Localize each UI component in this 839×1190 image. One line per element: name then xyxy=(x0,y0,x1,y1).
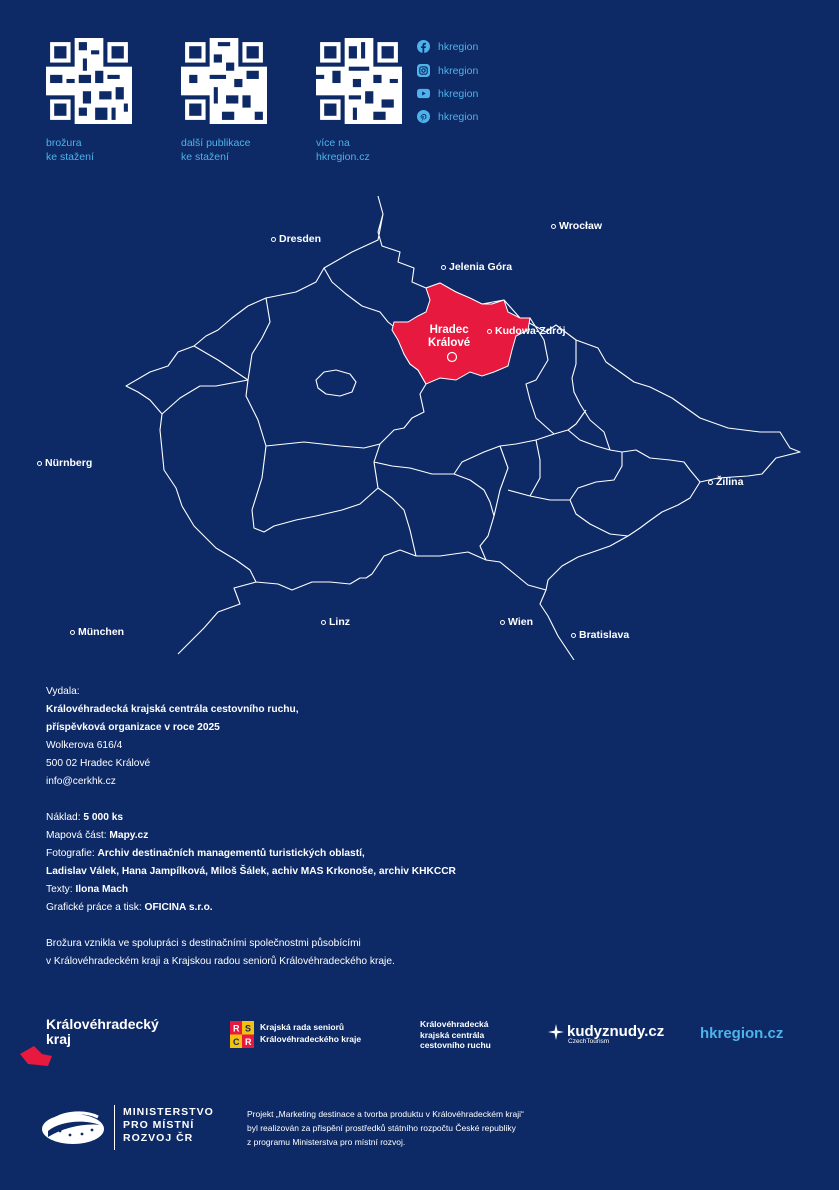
logo-text: kudyznudy.cz xyxy=(567,1023,665,1040)
city-name: Žilina xyxy=(716,476,744,488)
qr-caption[interactable] xyxy=(181,137,250,164)
city-label xyxy=(70,626,124,638)
city-dot-icon xyxy=(500,620,505,625)
kraj-arrow-icon xyxy=(18,1046,54,1066)
khkccr-logo xyxy=(420,1019,491,1051)
city-dot-icon xyxy=(571,633,576,638)
region-capital-label xyxy=(428,324,470,349)
logo-subtext: CzechTourism xyxy=(568,1038,610,1045)
imprint-label: Mapová část: xyxy=(46,830,110,841)
social-link-facebook[interactable] xyxy=(417,40,478,53)
capital-line: Králové xyxy=(428,336,471,349)
imprint-value: Archiv destinačních managementů turistických oblastí, xyxy=(97,848,365,859)
city-dot-icon xyxy=(321,620,326,625)
imprint-label: Fotografie: xyxy=(46,848,98,859)
rscr-letter: C xyxy=(233,1037,240,1047)
city-label xyxy=(37,457,92,469)
city-label xyxy=(441,261,512,273)
prague-outline xyxy=(316,370,356,396)
project-note xyxy=(247,1107,524,1149)
email-link[interactable]: info@cerkhk.cz xyxy=(46,776,116,787)
rscr-logo-text xyxy=(260,1021,361,1045)
youtube-icon xyxy=(417,87,430,100)
imprint-value: Ladislav Válek, Hana Jampílková, Miloš Šálek, achiv MAS Krkonoše, archiv KHKCCR xyxy=(46,866,456,877)
city-name: Jelenia Góra xyxy=(449,261,513,273)
city-name: Wien xyxy=(508,616,533,628)
pinterest-icon xyxy=(417,110,430,123)
caption-line: brožura xyxy=(46,137,82,149)
city-dot-icon xyxy=(271,237,276,242)
imprint-value: 5 000 ks xyxy=(83,812,124,823)
imprint-label: Vydala: xyxy=(46,686,80,697)
logo-text: Královéhradecká xyxy=(420,1019,489,1029)
city-label xyxy=(551,220,602,232)
imprint-label: Grafické práce a tisk: xyxy=(46,902,145,913)
logo-text: MINISTERSTVO xyxy=(123,1106,214,1118)
city-name: München xyxy=(78,626,125,638)
logo-text: krajská centrála xyxy=(420,1029,485,1040)
city-name: Linz xyxy=(329,616,350,628)
project-line: Projekt „Marketing destinace a tvorba produktu v Královéhradeckém kraji“ xyxy=(247,1109,524,1119)
logo-text: PRO MÍSTNÍ xyxy=(123,1119,195,1131)
facebook-icon xyxy=(417,40,430,53)
qr-caption[interactable] xyxy=(316,137,370,164)
caption-line: více na xyxy=(316,137,350,149)
city-dot-icon xyxy=(70,630,75,635)
sparkle-icon xyxy=(548,1024,564,1040)
social-link-pinterest[interactable] xyxy=(417,110,478,123)
rscr-letter: R xyxy=(233,1023,240,1034)
city-label xyxy=(321,616,350,628)
ministry-logo-text xyxy=(123,1106,214,1145)
mmr-emblem-icon xyxy=(40,1107,106,1147)
rscr-logo-icon xyxy=(230,1021,254,1048)
city-dot-icon xyxy=(708,480,713,485)
city-label xyxy=(708,476,743,488)
instagram-icon xyxy=(417,64,430,77)
project-line: byl realizován za přispění prostředků státního rozpočtu České republiky xyxy=(247,1123,516,1133)
social-label: hkregion xyxy=(438,110,479,123)
address-line: 500 02 Hradec Králové xyxy=(46,758,151,769)
caption-line: další publikace xyxy=(181,137,251,149)
social-label: hkregion xyxy=(438,64,479,77)
social-label: hkregion xyxy=(438,40,479,53)
logo-text: Královéhradecký xyxy=(46,1016,159,1032)
caption-line: ke stažení xyxy=(46,150,94,163)
logo-text: kraj xyxy=(46,1031,71,1047)
imprint-value: Mapy.cz xyxy=(109,830,149,841)
city-name: Bratislava xyxy=(579,629,630,641)
logo-text: ROZVOJ ČR xyxy=(123,1132,194,1144)
city-label xyxy=(500,616,533,628)
imprint-value: Ilona Mach xyxy=(75,884,129,895)
capital-line: Hradec xyxy=(429,324,469,336)
city-label xyxy=(571,629,629,641)
city-label xyxy=(487,325,566,337)
logo-text: cestovního ruchu xyxy=(420,1040,491,1050)
project-line: z programu Ministerstva pro místní rozvoj. xyxy=(247,1137,406,1147)
city-label xyxy=(271,233,321,245)
qr-code-icon[interactable] xyxy=(181,38,267,124)
city-name: Nürnberg xyxy=(45,457,93,469)
city-dot-icon xyxy=(487,329,492,334)
address-line: Wolkerova 616/4 xyxy=(46,740,123,751)
social-link-youtube[interactable] xyxy=(417,87,478,100)
city-name: Dresden xyxy=(279,233,322,245)
social-label: hkregion xyxy=(438,87,479,100)
caption-line: ke stažení xyxy=(181,150,229,163)
city-dot-icon xyxy=(551,224,556,229)
logo-text: Královéhradeckého kraje xyxy=(260,1034,362,1044)
kralovehradecky-kraj-logo xyxy=(46,1017,159,1047)
region-map xyxy=(0,190,839,660)
city-dot-icon xyxy=(441,265,446,270)
caption-line: hkregion.cz xyxy=(316,150,370,163)
rscr-letter: R xyxy=(245,1037,252,1047)
city-name: Wrocław xyxy=(559,220,602,232)
logo-text: Krajská rada seniorů xyxy=(260,1022,345,1032)
imprint-block xyxy=(46,683,456,971)
imprint-label: Texty: xyxy=(46,884,76,895)
qr-code-icon[interactable] xyxy=(46,38,132,124)
hkregion-logo: hkregion.cz xyxy=(700,1025,784,1042)
qr-caption[interactable] xyxy=(46,137,94,164)
rscr-letter: S xyxy=(245,1023,252,1034)
qr-code-icon[interactable] xyxy=(316,38,402,124)
kudyznudy-logo xyxy=(548,1023,664,1045)
social-link-instagram[interactable] xyxy=(417,64,478,77)
imprint-value: OFICINA s.r.o. xyxy=(144,902,213,913)
city-name: Kudowa-Zdrój xyxy=(495,325,566,337)
imprint-note: v Královéhradeckém kraji a Krajskou radou seniorů Královéhradeckého kraje. xyxy=(46,956,395,967)
publisher-name: Královéhradecká krajská centrála cestovního ruchu, xyxy=(46,704,299,715)
imprint-label: Náklad: xyxy=(46,812,84,823)
city-dot-icon xyxy=(37,461,42,466)
divider xyxy=(114,1105,115,1150)
imprint-note: Brožura vznikla ve spolupráci s destinačními společnostmi působícími xyxy=(46,938,361,949)
publisher-name: příspěvková organizace v roce 2025 xyxy=(46,722,220,733)
